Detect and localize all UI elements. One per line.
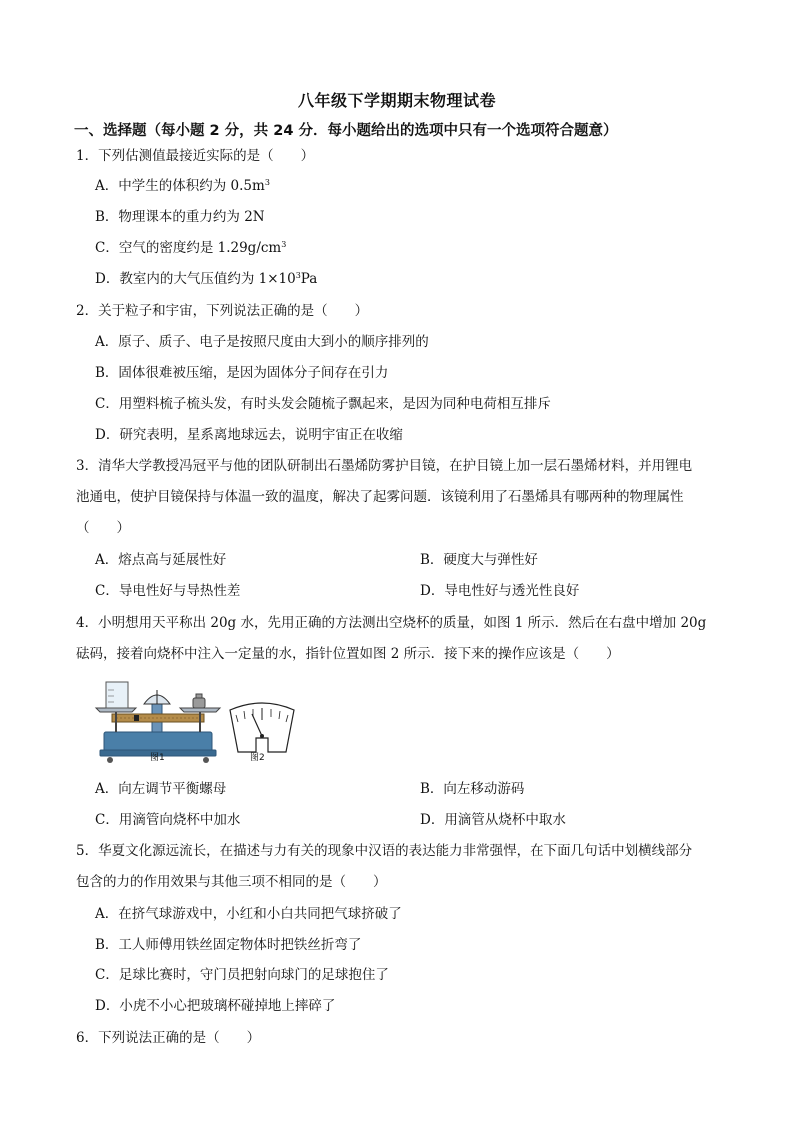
q3-option-a: A．熔点高与延展性好 bbox=[95, 552, 227, 568]
q5-option-d: D．小虎不小心把玻璃杯碰掉地上摔碎了 bbox=[95, 998, 336, 1014]
q3-stem-line3: （ ） bbox=[76, 520, 130, 536]
q6-stem: 6．下列说法正确的是（ ） bbox=[76, 1030, 261, 1046]
q4-stem-line2: 砝码，接着向烧杯中注入一定量的水，指针位置如图 2 所示．接下来的操作应该是（ ） bbox=[76, 646, 620, 662]
q3-option-d: D．导电性好与透光性良好 bbox=[420, 583, 580, 599]
q1-option-d: D．教室内的大气压值约为 $1\times 10^3Pa$ bbox=[95, 271, 318, 287]
exam-title: 八年级下学期期末物理试卷 bbox=[297, 91, 496, 110]
q1-stem: 1．下列估测值最接近实际的是（ ） bbox=[76, 148, 315, 164]
q4-option-c: C．用滴管向烧杯中加水 bbox=[95, 812, 241, 828]
q5-option-b: B．工人师傅用铁丝固定物体时把铁丝折弯了 bbox=[95, 937, 362, 953]
q4-option-a: A．向左调节平衡螺母 bbox=[95, 781, 227, 797]
q2-option-c: C．用塑料梳子梳头发，有时头发会随梳子飘起来，是因为同种电荷相互排斥 bbox=[95, 396, 551, 412]
q5-option-a: A．在挤气球游戏中，小红和小白共同把气球挤破了 bbox=[95, 906, 402, 922]
q2-option-b: B．固体很难被压缩，是因为固体分子间存在引力 bbox=[95, 365, 389, 381]
pointer-scale-image bbox=[230, 703, 294, 752]
q5-stem-line2: 包含的力的作用效果与其他三项不相同的是（ ） bbox=[76, 874, 387, 890]
q4-stem-line1: 4．小明想用天平称出 20g 水，先用正确的方法测出空烧杯的质量，如图 1 所示．然后在右盘中增加 20g bbox=[76, 615, 707, 631]
q2-stem: 2．关于粒子和宇宙，下列说法正确的是（ ） bbox=[76, 303, 369, 319]
q3-stem-line1: 3．清华大学教授冯冠平与他的团队研制出石墨烯防雾护目镜，在护目镜上加一层石墨烯材料，并用锂电 bbox=[76, 458, 693, 474]
figure-1-label: 图1 bbox=[150, 753, 165, 763]
section-heading: 一、选择题（每小题 2 分，共 24 分．每小题给出的选项中只有一个选项符合题意） bbox=[74, 123, 618, 139]
q3-option-b: B．硬度大与弹性好 bbox=[420, 552, 538, 568]
q5-stem-line1: 5．华夏文化源远流长，在描述与力有关的现象中汉语的表达能力非常强悍，在下面几句话中划横线部分 bbox=[76, 843, 693, 859]
q4-option-d: D．用滴管从烧杯中取水 bbox=[420, 812, 566, 828]
q4-option-b: B．向左移动游码 bbox=[420, 781, 525, 797]
q2-option-a: A．原子、质子、电子是按照尺度由大到小的顺序排列的 bbox=[95, 334, 429, 350]
figure-2-label: 图2 bbox=[250, 753, 265, 763]
balance-figure-svg bbox=[94, 674, 324, 774]
q5-option-c: C．足球比赛时，守门员把射向球门的足球抱住了 bbox=[95, 967, 389, 983]
q3-stem-line2: 池通电，使护目镜保持与体温一致的温度，解决了起雾问题．该镜利用了石墨烯具有哪两种的物理属性 bbox=[76, 489, 684, 505]
q1-option-a: A．中学生的体积约为 $0.5m^3$ bbox=[95, 178, 270, 194]
q1-option-c: C．空气的密度约是 $1.29g/cm^3$ bbox=[95, 240, 287, 256]
q3-option-c: C．导电性好与导热性差 bbox=[95, 583, 241, 599]
q2-option-d: D．研究表明，星系离地球远去，说明宇宙正在收缩 bbox=[95, 427, 403, 443]
q1-option-b: B．物理课本的重力约为 2N bbox=[95, 209, 265, 225]
q4-figure bbox=[94, 674, 324, 774]
